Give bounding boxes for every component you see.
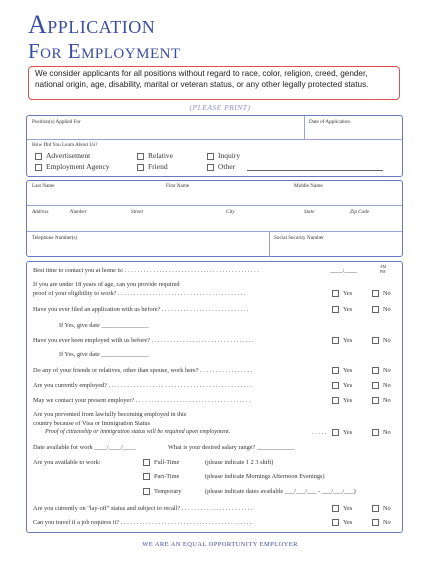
yes-option[interactable]: Yes (332, 367, 352, 374)
prevented-dots: . . . . . (312, 429, 327, 436)
divider (304, 116, 305, 139)
checkbox[interactable] (207, 164, 214, 171)
available-to-work-label: Are you available to work: (33, 459, 101, 466)
contact-employer-question: May we contact your present employer? . . . . . . . . . . . . . . . . . . . . . . . . . . . . . . . . . . . . . (33, 397, 251, 404)
last-name-label: Last Name (32, 183, 55, 189)
part-time-note: (please indicate Mornings Afternoon Evenings) (205, 473, 325, 480)
filed-before-question: Have you ever filed an application with us before? . . . . . . . . . . . . . . . . . . . . . . . . . . . . (33, 306, 249, 313)
temporary-option[interactable]: Temporary (143, 488, 182, 495)
city-label: City (226, 209, 235, 215)
option-advertisement[interactable]: Advertisement (35, 151, 90, 160)
travel-question: Can you travel if a job requires it? . . . . . . . . . . . . . . . . . . . . . . . . . . . . . . . . . . . . . . . . . . (33, 519, 252, 526)
divider (27, 139, 402, 140)
yes-option[interactable]: Yes (332, 306, 352, 313)
personal-info-section (26, 180, 403, 257)
am-label: AM (380, 265, 387, 269)
position-section (26, 115, 403, 177)
temporary-note: (please indicate dates available ___/___/___ - ___/___/___) (205, 488, 356, 495)
checkbox[interactable] (137, 164, 144, 171)
divider (27, 231, 402, 232)
divider (269, 231, 270, 257)
no-option[interactable]: No (372, 519, 391, 526)
yes-option[interactable]: Yes (332, 505, 352, 512)
checkbox[interactable] (207, 153, 214, 160)
please-print-label: (PLEASE PRINT) (189, 103, 251, 112)
title-line-1: Application (28, 10, 156, 39)
no-option[interactable]: No (372, 505, 391, 512)
filed-date-field[interactable]: If Yes, give date _______________ (59, 322, 149, 329)
salary-range-field[interactable]: What is your desired salary range? ____________ (168, 444, 295, 451)
yes-option[interactable]: Yes (332, 337, 352, 344)
state-label: State (304, 209, 315, 215)
questions-section (26, 261, 403, 533)
layoff-question: Are you currently on "lay-off" status and subject to recall? . . . . . . . . . . . . . . . . . . . . . . . (33, 505, 253, 512)
ssn-label: Social Security Number (274, 235, 324, 241)
pm-label: PM (380, 269, 386, 274)
first-name-label: First Name (166, 183, 190, 189)
option-employment-agency[interactable]: Employment Agency (35, 162, 110, 171)
date-of-application-label: Date of Application (309, 119, 350, 125)
zip-code-label: Zip Code (350, 209, 370, 215)
yes-option[interactable]: Yes (332, 290, 352, 297)
option-friend[interactable]: Friend (137, 162, 168, 171)
date-available-field[interactable]: Date available for work ____/____/____ (33, 444, 136, 451)
divider (27, 205, 402, 206)
employed-date-field[interactable]: If Yes, give date _______________ (59, 351, 149, 358)
no-option[interactable]: No (372, 306, 391, 313)
other-blank-line[interactable] (247, 170, 383, 171)
option-other[interactable]: Other (207, 162, 235, 171)
yes-option[interactable]: Yes (332, 429, 352, 436)
yes-option[interactable]: Yes (332, 382, 352, 389)
full-time-option[interactable]: Full-Time (143, 459, 179, 466)
no-option[interactable]: No (372, 382, 391, 389)
no-option[interactable]: No (372, 290, 391, 297)
am-pm-label (380, 265, 386, 274)
option-relative[interactable]: Relative (137, 151, 173, 160)
checkbox[interactable] (35, 153, 42, 160)
friends-relatives-question: Do any of your friends or relatives, other than spouse, work here? . . . . . . . . . . . . . . . . . (33, 367, 253, 374)
number-label: Number (70, 209, 87, 215)
checkbox[interactable] (35, 164, 42, 171)
currently-employed-question: Are you currently employed? . . . . . . . . . . . . . . . . . . . . . . . . . . . . . . . . . . . . . . . . . . . . . . (33, 382, 252, 389)
full-time-note: (please indicate 1 2 3 shift) (205, 459, 274, 466)
no-option[interactable]: No (372, 337, 391, 344)
street-label: Street (131, 209, 143, 215)
part-time-option[interactable]: Part-Time (143, 473, 179, 480)
eeo-notice: We consider applicants for all positions without regard to race, color, religion, creed, gender, national origin, age, disability, marital or veteran status, or any other legally protected status. (28, 66, 400, 100)
position-label: Position(s) Applied For (32, 119, 81, 125)
telephone-label: Telephone Number(s) (32, 235, 78, 241)
time-blank[interactable]: ____:____ (330, 267, 357, 274)
employed-before-question: Have you ever been employed with us before? . . . . . . . . . . . . . . . . . . . . . . . . . . . . . . . . . (33, 337, 254, 344)
checkbox[interactable] (137, 153, 144, 160)
under-18-question-line-1: If you are under 18 years of age, can you provide required (33, 281, 180, 288)
address-label: Address (32, 209, 49, 215)
under-18-question-line-2: proof of your eligibility to work? . . . . . . . . . . . . . . . . . . . . . . . . . . . . . . . . . . . . . . . . . (33, 290, 246, 297)
footer-eeo-statement: WE ARE AN EQUAL OPPORTUNITY EMPLOYER (142, 541, 298, 548)
yes-option[interactable]: Yes (332, 397, 352, 404)
option-inquiry[interactable]: Inquiry (207, 151, 240, 160)
middle-name-label: Middle Name (294, 183, 323, 189)
prevented-question-line-2: country because of Visa or Immigration Status (33, 420, 151, 427)
no-option[interactable]: No (372, 367, 391, 374)
best-time-question: Best time to contact you at home is: . . . . . . . . . . . . . . . . . . . . . . . . . . . . . . . . . . . . . . . . . . . (33, 267, 259, 274)
title-line-2: For Employment (28, 39, 181, 63)
yes-option[interactable]: Yes (332, 519, 352, 526)
prevented-question-line-1: Are you prevented from lawfully becoming employed in this (33, 411, 187, 418)
no-option[interactable]: No (372, 429, 391, 436)
no-option[interactable]: No (372, 397, 391, 404)
proof-of-citizenship-note: Proof of citizenship or immigration status will be required upon employment. (45, 429, 231, 435)
learn-about-label: How Did You Learn About Us? (32, 142, 98, 148)
